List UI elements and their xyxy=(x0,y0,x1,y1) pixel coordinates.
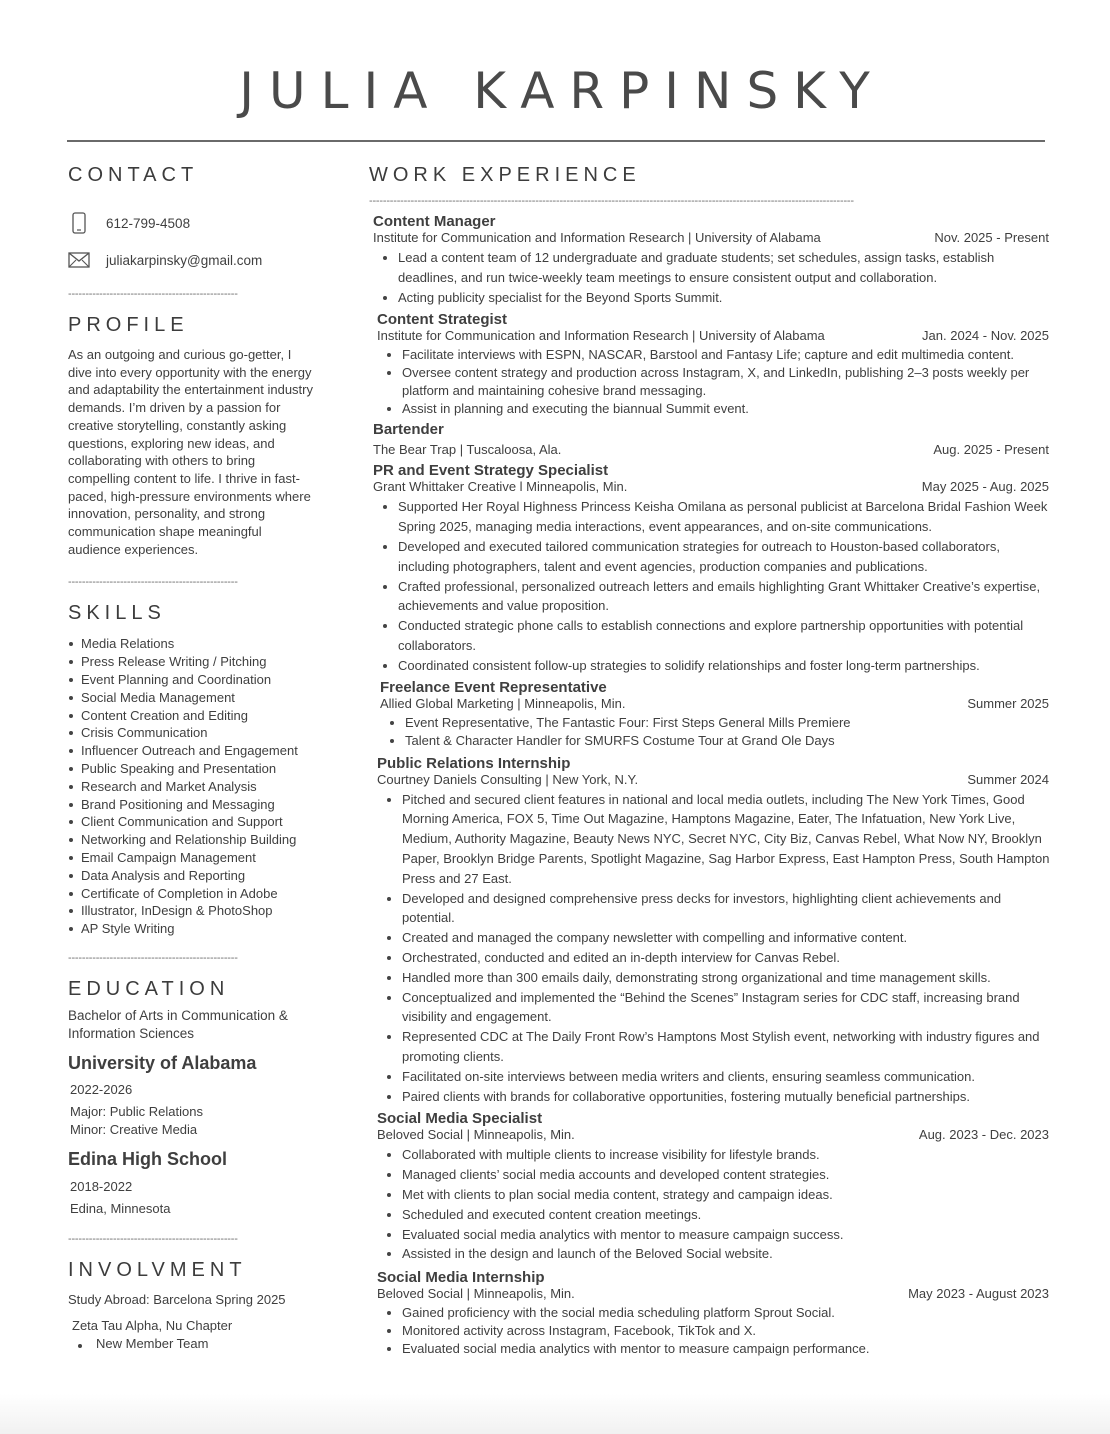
jobs-list xyxy=(369,213,1053,1358)
phone-row xyxy=(68,212,316,234)
job-title: PR and Event Strategy Specialist xyxy=(373,462,609,480)
skill-item: Crisis Communication xyxy=(68,724,316,742)
job-entry xyxy=(369,679,1053,750)
divider: ------------------------------------------------- xyxy=(68,951,238,964)
skill-item: Brand Positioning and Messaging xyxy=(68,796,316,814)
page-bottom-edge xyxy=(0,1394,1110,1434)
education-title: EDUCATION xyxy=(68,977,230,1000)
job-bullet: Developed and designed comprehensive press decks for investors, highlighting client achievements and potential. xyxy=(377,889,1053,929)
job-meta-row xyxy=(377,328,1053,344)
skill-item: Event Planning and Coordination xyxy=(68,671,316,689)
profile-text: As an outgoing and curious go-getter, I dive into every opportunity with the energy and adaptability the entertainment industry demands. I’m driven by a passion for creative storytelling, constantly asking questions, exploring new ideas, and collaborating with others to bring compelling content to life. I thrive in fast-paced, high-pressure environments where innovation, personality, and strong communication shape meaningful audience experiences. xyxy=(68,347,313,557)
job-bullet: Represented CDC at The Daily Front Row’s Hamptons Most Stylish event, networking with industry figures and promoting clients. xyxy=(377,1027,1053,1067)
skill-item: Social Media Management xyxy=(68,689,316,707)
job-bullet: Event Representative, The Fantastic Four: First Steps General Mills Premiere xyxy=(380,714,1053,732)
job-organization: Grant Whittaker Creative l Minneapolis, Min. xyxy=(373,479,628,495)
job-bullet: Scheduled and executed content creation meetings. xyxy=(377,1205,1053,1225)
job-bullet: Monitored activity across Instagram, Facebook, TikTok and X. xyxy=(377,1322,1053,1340)
skill-item: Illustrator, InDesign & PhotoShop xyxy=(68,902,316,920)
job-bullet: Managed clients’ social media accounts and developed content strategies. xyxy=(377,1165,1053,1185)
job-bullet: Gained proficiency with the social media scheduling platform Sprout Social. xyxy=(377,1304,1053,1322)
school2-location: Edina, Minnesota xyxy=(70,1200,171,1216)
job-bullets xyxy=(377,1304,1053,1358)
school2-years: 2018-2022 xyxy=(70,1178,133,1194)
job-organization: Courtney Daniels Consulting | New York, N.Y. xyxy=(377,771,639,787)
envelope-icon xyxy=(68,249,90,271)
job-meta-row xyxy=(377,772,1053,788)
job-bullet: Talent & Character Handler for SMURFS Costume Tour at Grand Ole Days xyxy=(380,732,1053,750)
job-bullets xyxy=(377,790,1053,1107)
job-bullet: Conducted strategic phone calls to establish connections and explore partnership opportunities with potential collaborators. xyxy=(373,616,1053,656)
job-entry xyxy=(369,311,1053,418)
skills-title: SKILLS xyxy=(68,602,166,625)
skill-item: Research and Market Analysis xyxy=(68,778,316,796)
minor: Minor: Creative Media xyxy=(70,1121,198,1137)
job-bullets xyxy=(380,714,1053,750)
job-bullet: Pitched and secured client features in national and local media outlets, including The New York Times, Good Morning America, FOX 5, Time Out Magazine, Hamptons Magazine, Eater, The Infatuation, New York Live, Medium, Authority Magazine, Beauty News NYC, Secret NYC, City Biz, Canvas Rebel, What Now NY, Brooklyn Paper, Brooklyn Bridge Parents, Spotlight Magazine, Sag Harbor Express, East Hampton Press, South Hampton Press and 27 East. xyxy=(377,790,1053,889)
skill-item: Certificate of Completion in Adobe xyxy=(68,885,316,903)
job-bullet: Orchestrated, conducted and edited an in-depth interview for Canvas Rebel. xyxy=(377,948,1053,968)
divider: ------------------------------------------------- xyxy=(68,1232,238,1245)
job-entry xyxy=(369,1110,1053,1264)
job-organization: Institute for Communication and Information Research | University of Alabama xyxy=(373,230,821,245)
job-entry xyxy=(369,1269,1053,1358)
skill-item: Public Speaking and Presentation xyxy=(68,760,316,778)
job-bullet: Met with clients to plan social media content, strategy and campaign ideas. xyxy=(377,1185,1053,1205)
job-title: Content Manager xyxy=(373,213,496,230)
skill-item: Influencer Outreach and Engagement xyxy=(68,742,316,760)
job-organization: The Bear Trap | Tuscaloosa, Ala. xyxy=(373,442,562,458)
phone-number: 612-799-4508 xyxy=(106,215,191,231)
left-column xyxy=(68,164,316,1353)
school-edina-high: Edina High School xyxy=(68,1148,228,1169)
header-rule xyxy=(67,140,1045,142)
involvement-title: INVOLVMENT xyxy=(68,1258,247,1281)
job-meta-row xyxy=(373,230,1053,246)
job-entry xyxy=(369,213,1053,307)
job-bullet: Evaluated social media analytics with mentor to measure campaign performance. xyxy=(377,1340,1053,1358)
job-dates: Aug. 2025 - Present xyxy=(933,442,1049,458)
job-dates: May 2023 - August 2023 xyxy=(908,1286,1049,1302)
job-bullet: Evaluated social media analytics with mentor to measure campaign success. xyxy=(377,1225,1053,1245)
job-meta-row xyxy=(373,479,1053,495)
job-bullets xyxy=(377,1145,1053,1264)
job-entry xyxy=(369,462,1053,675)
job-organization: Beloved Social | Minneapolis, Min. xyxy=(377,1127,575,1143)
job-dates: Jan. 2024 - Nov. 2025 xyxy=(922,328,1049,344)
job-dates: Aug. 2023 - Dec. 2023 xyxy=(918,1127,1049,1143)
job-title: Bartender xyxy=(373,421,444,439)
job-bullet: Paired clients with brands for collaborative opportunities, fostering mutually beneficial partnerships. xyxy=(377,1087,1053,1107)
skill-item: Networking and Relationship Building xyxy=(68,831,316,849)
major: Major: Public Relations xyxy=(70,1103,203,1119)
job-meta-row xyxy=(377,1127,1053,1143)
job-organization: Institute for Communication and Information Research | University of Alabama xyxy=(377,328,825,344)
job-bullet: Handled more than 300 emails daily, demonstrating strong organizational and time management skills. xyxy=(377,968,1053,988)
divider: ------------------------------------------------- xyxy=(68,288,238,300)
job-bullets xyxy=(373,497,1053,675)
job-bullet: Created and managed the company newsletter with compelling and informative content. xyxy=(377,928,1053,948)
job-bullet: Collaborated with multiple clients to increase visibility for lifestyle brands. xyxy=(377,1145,1053,1165)
skill-item: Media Relations xyxy=(68,635,316,653)
job-title: Social Media Internship xyxy=(377,1269,545,1287)
profile-title: PROFILE xyxy=(68,314,189,336)
involvement-zta-sub-text: New Member Team xyxy=(96,1335,209,1351)
job-bullet: Lead a content team of 12 undergraduate and graduate students; set schedules, assign tasks, establish deadlines, and run twice-weekly team meetings to ensure consistent output and collaboration. xyxy=(373,248,1053,288)
job-bullet: Developed and executed tailored communication strategies for outreach to Houston-based collaborators, including photographers, talent and event agencies, production companies and publications. xyxy=(373,537,1053,577)
job-entry xyxy=(369,421,1053,458)
skill-item: Content Creation and Editing xyxy=(68,707,316,725)
involvement-zta-sub xyxy=(68,1335,316,1353)
job-dates: May 2025 - Aug. 2025 xyxy=(921,479,1049,495)
email-row xyxy=(68,249,316,271)
work-experience-title: WORK EXPERIENCE xyxy=(369,164,641,186)
job-title: Freelance Event Representative xyxy=(380,678,607,696)
involvement-study-abroad: Study Abroad: Barcelona Spring 2025 xyxy=(68,1291,286,1307)
job-bullets xyxy=(377,346,1053,418)
skill-item: Press Release Writing / Pitching xyxy=(68,653,316,671)
job-entry xyxy=(369,755,1053,1107)
skill-item: AP Style Writing xyxy=(68,920,316,938)
job-title: Content Strategist xyxy=(377,311,508,329)
job-meta-row xyxy=(380,696,1053,712)
skill-item: Client Communication and Support xyxy=(68,813,316,831)
job-bullet: Acting publicity specialist for the Beyond Sports Summit. xyxy=(373,288,1053,308)
job-bullet: Crafted professional, personalized outreach letters and emails highlighting Grant Whittaker Creative’s expertise, achievements and value proposition. xyxy=(373,577,1053,617)
involvement-zta: Zeta Tau Alpha, Nu Chapter xyxy=(72,1317,233,1333)
job-dates: Summer 2024 xyxy=(967,771,1049,787)
contact-title: CONTACT xyxy=(68,164,199,186)
job-title: Social Media Specialist xyxy=(377,1110,543,1128)
job-organization: Beloved Social | Minneapolis, Min. xyxy=(377,1286,575,1302)
skill-item: Data Analysis and Reporting xyxy=(68,867,316,885)
job-bullet: Oversee content strategy and production across Instagram, X, and LinkedIn, publishing 2–3 posts weekly per platform and maintaining cohesive brand messaging. xyxy=(377,364,1053,400)
skills-list xyxy=(68,635,316,938)
resume-name: JULIA KARPINSKY xyxy=(239,62,885,120)
divider: ------------------------------------------------- xyxy=(68,576,238,589)
job-meta-row xyxy=(373,442,1053,458)
email-address: juliakarpinsky@gmail.com xyxy=(106,252,263,268)
job-title: Public Relations Internship xyxy=(377,754,571,772)
right-column xyxy=(369,164,1053,1358)
job-bullets xyxy=(373,248,1053,307)
skill-item: Email Campaign Management xyxy=(68,849,316,867)
job-bullet: Supported Her Royal Highness Princess Keisha Omilana as personal publicist at Barcelona Bridal Fashion Week Spring 2025, managing media interactions, event appearances, and on-site communications. xyxy=(373,497,1053,537)
job-dates: Summer 2025 xyxy=(967,695,1049,711)
job-bullet: Facilitated on-site interviews between media writers and clients, ensuring seamless communication. xyxy=(377,1067,1053,1087)
job-meta-row xyxy=(377,1286,1053,1302)
job-bullet: Assisted in the design and launch of the Beloved Social website. xyxy=(377,1244,1053,1264)
job-bullet: Facilitate interviews with ESPN, NASCAR, Barstool and Fantasy Life; capture and edit multimedia content. xyxy=(377,346,1053,364)
job-bullet: Coordinated consistent follow-up strategies to solidify relationships and foster long-term partnerships. xyxy=(373,656,1053,676)
phone-icon xyxy=(68,212,90,234)
job-dates: Nov. 2025 - Present xyxy=(934,230,1049,245)
school-university-of-alabama: University of Alabama xyxy=(68,1052,257,1073)
school1-years: 2022-2026 xyxy=(70,1081,133,1097)
job-organization: Allied Global Marketing | Minneapolis, Min. xyxy=(380,695,626,711)
degree: Bachelor of Arts in Communication & Information Sciences xyxy=(68,1007,288,1041)
divider: -------------------------------------------------------------------------------------------------------------------------------------------- xyxy=(369,195,854,207)
job-bullet: Conceptualized and implemented the “Behind the Scenes” Instagram series for CDC staff, increasing brand visibility and engagement. xyxy=(377,988,1053,1028)
job-bullet: Assist in planning and executing the biannual Summit event. xyxy=(377,400,1053,418)
